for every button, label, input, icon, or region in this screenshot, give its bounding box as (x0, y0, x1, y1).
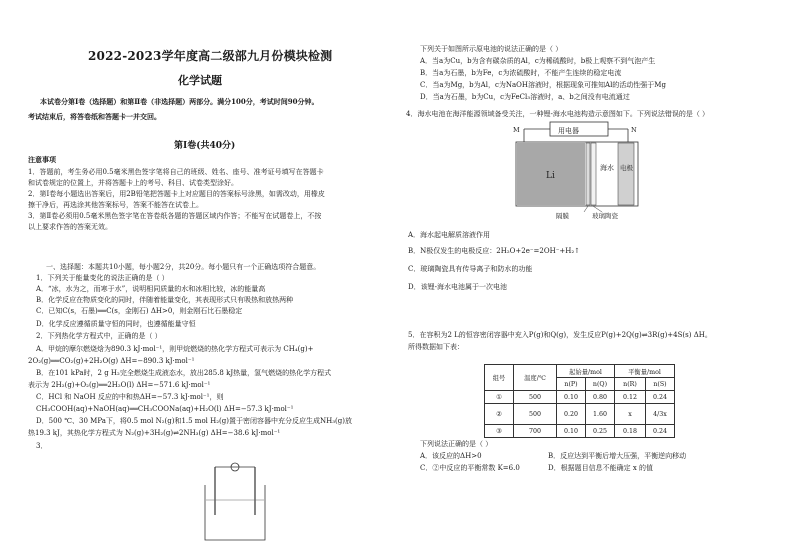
q4-stem: 4．海水电池在海洋能源领域备受关注，一种锂-海水电池构造示意图如下。下列说法错误的是（ ） (406, 110, 710, 118)
q2-option-d-2: 热19.3 kJ，其热化学方程式为 N₂(g)+3H₂(g)⇌2NH₃(g) ΔH=−38.6 kJ·mol⁻¹ (28, 429, 281, 437)
q2-option-b-2: 表示为 2H₂(g)+O₂(g)══2H₂O(l) ΔH=−571.6 kJ·mol⁻¹ (28, 381, 211, 389)
q2-stem: 2．下列热化学方程式中，正确的是（ ） (36, 332, 162, 340)
table-cell: 500 (514, 404, 557, 425)
table-header: 温度/℃ (514, 365, 557, 391)
galvanic-cell-diagram (195, 455, 275, 545)
q2-option-c-2: CH₃COOH(aq)+NaOH(aq)══CH₃COONa(aq)+H₂O(l) ΔH=−57.3 kJ·mol⁻¹ (36, 405, 294, 413)
table-header: 平衡量/mol (615, 365, 675, 378)
table-cell: 0.18 (615, 425, 646, 438)
q2-option-a-2: 2O₂(g)══CO₂(g)+2H₂O(g) ΔH=−890.3 kJ·mol⁻¹ (28, 357, 195, 365)
note-line: 和试卷规定的位置上，并将答题卡上的考号、科目、试卷类型涂好。 (28, 179, 238, 187)
table-subheader: n(Q) (586, 378, 615, 391)
table-cell: 0.24 (646, 391, 675, 404)
q5-line-1: 5．在容积为2 L的恒容密闭容器中充入P(g)和Q(g)，发生反应P(g)+2Q(g)⇌3R(g)+4S(s) ΔH。 (408, 331, 712, 339)
table-cell: 0.24 (646, 425, 675, 438)
table-cell: 0.20 (557, 404, 586, 425)
intro-line-2: 考试结束后，将答卷纸和答题卡一并交回。 (28, 112, 161, 121)
table-subheader: n(S) (646, 378, 675, 391)
q2-option-a-1: A．甲烷的摩尔燃烧焓为890.3 kJ·mol⁻¹，则甲烷燃烧的热化学方程式可表示为 CH₄(g)+ (36, 345, 314, 353)
q1-option-a: A．“冰，水为之，而寒于水”，说明相同质量的水和冰相比较，冰的能量高 (36, 285, 266, 293)
table-cell: x (615, 404, 646, 425)
q3-option-d: D．当a为石墨，b为Cu，c为FeCl₃溶液时，a、b之间没有电流通过 (420, 93, 630, 101)
table-cell: 0.10 (557, 391, 586, 404)
table-cell: 500 (514, 391, 557, 404)
table-cell: ③ (485, 425, 514, 438)
part1-heading: 一、选择题：本题共10小题，每小题2分，共20分。每小题只有一个正确选项符合题意。 (46, 263, 321, 271)
q5-option-a: A．该反应的ΔH>0 (420, 452, 482, 460)
table-row (485, 404, 675, 425)
ceramic-label: 玻璃陶瓷 (592, 212, 618, 220)
q4-option-b: B．N极仅发生的电极反应：2H₂O+2e⁻=2OH⁻+H₂↑ (408, 247, 581, 255)
electrode-label: 电极 (620, 164, 633, 172)
q5-stem: 下列说法正确的是（ ） (420, 440, 493, 448)
note-line: 擦干净后，再选涂其他答案标号，答案不能答在试卷上。 (28, 201, 203, 209)
q1-option-b: B．化学反应在物质变化的同时，伴随着能量变化，其表现形式只有吸热和放热两种 (36, 296, 294, 304)
table-row (485, 425, 675, 438)
electrode-n-label: N (631, 126, 637, 134)
note-line: 2．第Ⅰ卷每小题选出答案后，用2B铅笔把答题卡上对应题目的答案标号涂黑，如需改动，用橡皮 (28, 190, 325, 198)
q5-option-c: C．②中反应的平衡常数 K=6.0 (420, 464, 520, 472)
device-label: 用电器 (558, 127, 579, 135)
q5-line-2: 所得数据如下表： (408, 343, 464, 351)
lithium-label: Li (546, 171, 555, 181)
notes-heading: 注意事项 (28, 155, 56, 164)
q2-option-b-1: B．在101 kPa时，2 g H₂完全燃烧生成液态水，放出285.8 kJ热量，氢气燃烧的热化学方程式 (36, 369, 332, 377)
q3-stem: 下列关于如图所示原电池的说法正确的是（ ） (420, 45, 563, 53)
membrane-label: 隔膜 (556, 212, 569, 220)
electrode-m-label: M (513, 126, 520, 134)
exam-title: 2022-2023学年度高二级部九月份模块检测 (88, 49, 333, 63)
q5-option-b: B．反应达到平衡后增大压强，平衡逆向移动 (548, 452, 687, 460)
table-cell: 0.25 (586, 425, 615, 438)
q1-stem: 1．下列关于能量变化的说法正确的是（ ） (36, 274, 169, 282)
seawater-label: 海水 (600, 164, 614, 172)
note-line: 3．第Ⅱ卷必须用0.5毫米黑色签字笔在答卷纸各题的答题区域内作答；不能写在试题卷上，不按 (28, 212, 322, 220)
q4-option-a: A．海水起电解质溶液作用 (408, 231, 491, 239)
q3-number: 3． (36, 442, 48, 450)
intro-line-1: 本试卷分第Ⅰ卷（选择题）和第Ⅱ卷（非选择题）两部分。满分100分，考试时间90分钟。 (40, 97, 319, 106)
q2-option-c-1: C．HCl 和 NaOH 反应的中和热ΔH=−57.3 kJ·mol⁻¹，则 (36, 393, 224, 401)
q3-option-b: B．当a为石墨，b为Fe，c为浓硫酸时，不能产生连续的稳定电流 (420, 69, 622, 77)
q3-option-a: A．当a为Cu，b为含有碳杂质的Al，c为稀硫酸时，b极上观察不到气泡产生 (420, 57, 656, 65)
table-cell: 0.10 (557, 425, 586, 438)
table-row (485, 391, 675, 404)
table-subheader: n(R) (615, 378, 646, 391)
table-header: 起始量/mol (557, 365, 615, 378)
table-cell: 1.60 (586, 404, 615, 425)
table-cell: ① (485, 391, 514, 404)
section-title: 第Ⅰ卷(共40分) (174, 141, 236, 151)
table-cell: 4/3x (646, 404, 675, 425)
table-cell: 0.80 (586, 391, 615, 404)
q1-option-c: C．已知C(s，石墨)══C(s，金刚石) ΔH>0，则金刚石比石墨稳定 (36, 307, 243, 315)
exam-subtitle: 化学试题 (178, 74, 222, 87)
lithium-seawater-battery-diagram (510, 120, 650, 220)
table-cell: ② (485, 404, 514, 425)
q4-option-c: C．玻璃陶瓷具有传导离子和防水的功能 (408, 265, 533, 273)
q2-option-d-1: D．500 ℃、30 MPa下，将0.5 mol N₂(g)和1.5 mol H₂(g)置于密闭容器中充分反应生成NH₃(g)放 (36, 417, 352, 425)
q1-option-d: D．化学反应遵循质量守恒的同时，也遵循能量守恒 (36, 320, 196, 328)
table-cell: 700 (514, 425, 557, 438)
note-line: 以上要求作答的答案无效。 (28, 223, 112, 231)
q3-option-c: C．当a为Mg，b为Al，c为NaOH溶液时，根据现象可推知Al的活动性强于Mg (420, 81, 666, 89)
q5-option-d: D．根据题目信息不能确定 x 的值 (548, 464, 654, 472)
table-cell: 0.12 (615, 391, 646, 404)
note-line: 1．答题前，考生务必用0.5毫米黑色签字笔将自己的班级、姓名、座号、准考证号填写在答题卡 (28, 168, 324, 176)
table-subheader: n(P) (557, 378, 586, 391)
table-header: 组号 (485, 365, 514, 391)
q4-option-d: D．该锂-海水电池属于一次电池 (408, 283, 507, 291)
equilibrium-data-table (484, 364, 675, 438)
